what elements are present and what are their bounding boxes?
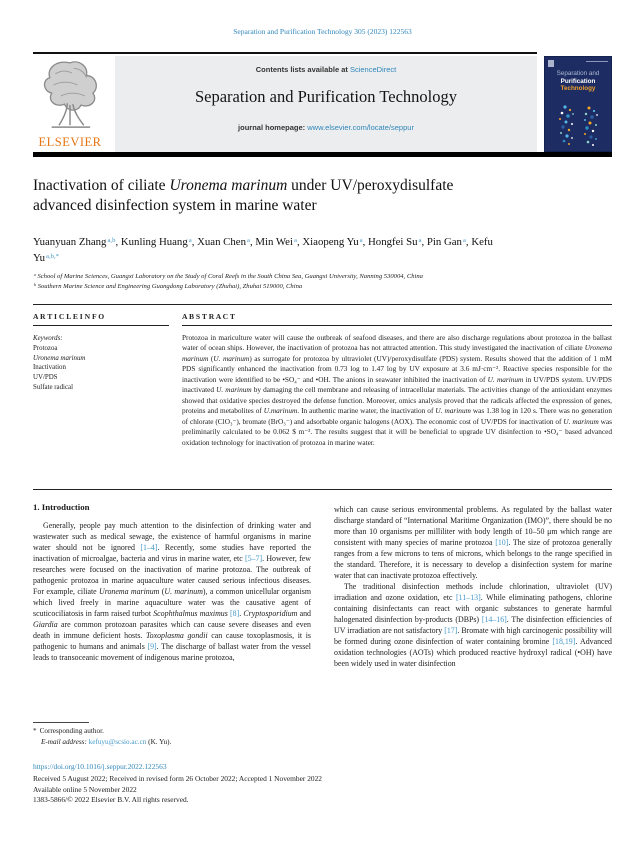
- section-heading-introduction: 1. Introduction: [33, 502, 90, 512]
- header-divider-bar: [33, 152, 612, 157]
- elsevier-logo[interactable]: [33, 56, 107, 152]
- intro-paragraph-2: The traditional disinfection methods include chlorination, ultraviolet (UV) irradiation and ozone oxidation, etc [11–13]. While eliminating pathogens, chlorine containing disinfectants can react with organic substances to generate harmful halogenated disinfection by-products (DBPs) [14–16]. The disinfection efficiencies of UV irradiation are not satisfactory [17]. Bromate with high carcinogenic possibility will be formed during ozone disinfection of water containing bromine [18,19]. Advanced oxidation technologies (AOTs) which produced reactive hydroxyl radical (•OH) have been widely used in water disinfection: [334, 582, 613, 668]
- footnote-rule: [33, 722, 89, 723]
- article-info-heading: A R T I C L E I N F O: [33, 312, 105, 321]
- journal-title: Separation and Purification Technology: [194, 87, 458, 106]
- cover-mini-logo-icon: [548, 60, 554, 67]
- journal-homepage-link[interactable]: www.elsevier.com/locate/seppur: [307, 123, 414, 132]
- journal-homepage-line: [115, 123, 537, 132]
- cover-title-line1: [545, 70, 611, 78]
- abstract-column: [182, 312, 612, 448]
- contents-list-line: [115, 65, 537, 74]
- elsevier-tree-icon: [33, 56, 107, 134]
- contents-prefix: Contents lists available at: [255, 65, 350, 74]
- intro-column-left: [33, 520, 311, 663]
- article-info-column: [33, 312, 169, 393]
- affiliations: [33, 272, 603, 291]
- available-online-line: Available online 5 November 2022: [33, 784, 137, 794]
- abstract-text: Protozoa in mariculture water will cause the outbreak of seafood diseases, and there are also discharge regulations about protozoa in the ballast water of ocean ships. However, the inactivation of protozoa has not attracted attention. This study investigated the inactivation of ciliate Uronema marinum (U. marinum) as surrogate for protozoa by ultraviolet (UV)/peroxydisulfate (PDS) system. Results showed that the addition of 1 mM PDS significantly enhanced the inactivation from 0.73 log to 1.47 log by UV exposure at 3.6 mJ·cm⁻². Reactive species responsible for the inactivation were identified to be •SO₄⁻ and •OH. The anions in seawater inhibited the inactivation of U. marinum in UV/PDS system. UV/PDS inactivated U. marinum by damaging the cell membrane and releasing of intracellular materials. The activities change of the antioxidant enzymes showed that oxidative species destroyed the defense function. Moreover, omics analysis proved that the radicals affected the expression of genes, proteins and metabolites of U.marinum. In authentic marine water, the inactivation of U. marinum was 1.38 log in 120 s. There was no generation of chlorate (ClO₃⁻), bromate (BrO₃⁻) and adsorbable organic halogens (AOX). The economic cost of UV/PDS for inactivation of U. marinum was preliminarily calculated to be 0.062 $ m⁻³. The results suggest that it will be beneficial to upgrade UV disinfection to •SO₄⁻ based advanced oxidation technology for inactivation of protozoa in marine water.: [182, 333, 612, 447]
- abstract-heading-rule: [182, 325, 612, 326]
- homepage-prefix: journal homepage:: [238, 123, 308, 132]
- cover-title-line2: Purification: [560, 77, 596, 85]
- cover-title-block: [545, 70, 611, 93]
- abstract-bottom-rule: [33, 489, 612, 490]
- journal-cover-thumbnail[interactable]: [544, 56, 612, 152]
- author-list: Yuanyuan Zhang$^{a,b}$, Kunling Huang$^a$, Xuan Chen$^a$, Min Wei$^a$, Xiaopeng Yu$^a$, Hongfei Su$^a$, Pin Gan$^a$, Kefu $Yu^{a,b,*}$: [33, 236, 493, 264]
- email-address[interactable]: E-mail address: kefuyu@scsio.ac.cn (K. Yu).: [41, 738, 172, 746]
- corresponding-author-text: Corresponding author.: [39, 727, 104, 735]
- cover-title-line3: Technology: [560, 85, 596, 92]
- intro-paragraph-1-left: Generally, people pay much attention to the disinfection of drinking water and wastewater such as medical sewage, the existence of harmful organisms in marine water should not be ignored [1–4]. Recently, some studies have reported the inactivation of microalgae, bacteria and virus in marine water, etc [5–7]. However, few researches were focused on the inactivation of marine protozoa. The outbreak of pathogenic protozoa in marine aquaculture water caused serious infectious diseases. For example, ciliate Uronema marinum (U. marinum), a common unicellular organism which lived freely in marine aquaculture water was the causative agent of scuticociliatosis in farm raised turbot Scophthalmus maximus [8]. Cryptosporidium and Giardia are common protozoan parasites which can cause severe diseases and even death in immune deficient hosts. Toxoplasma gondii can cause toxoplasmosis, it is pathogenic to humans and animals [9]. The discharge of ballast water from the vessel leads to transoceanic movement of indigenous marine protozoa,: [33, 521, 312, 662]
- cover-title-line1-and: and: [588, 70, 600, 77]
- sciencedirect-link[interactable]: ScienceDirect: [349, 65, 397, 74]
- article-info-heading-rule: [33, 325, 169, 326]
- corresponding-author-note: [33, 727, 104, 735]
- asterisk: *: [33, 727, 37, 735]
- issn-copyright-line: 1383-5866/© 2022 Elsevier B.V. All rights reserved.: [33, 795, 189, 804]
- header-top-rule: [33, 52, 537, 54]
- email-line: [41, 738, 171, 746]
- section-top-rule: [33, 304, 612, 305]
- affiliation-b: $^b$ Southern Marine Science and Engineering Guangdong Laboratory (Zhuhai), Zhuhai 519000, China: [34, 281, 303, 290]
- received-dates-line: Received 5 August 2022; Received in revised form 26 October 2022; Accepted 1 November 2022: [33, 774, 322, 783]
- cover-issn-line: [586, 61, 608, 62]
- cover-title-line1-main: Separation: [556, 70, 589, 77]
- keywords-list: Keywords: Protozoa Uronema marinum Inactivation UV/PDS Sulfate radical: [33, 335, 86, 391]
- affiliation-a: $^a$ School of Marine Sciences, Guangxi Laboratory on the Study of Coral Reefs in the South China Sea, Guangxi University, Nanning 530004, China: [34, 272, 423, 280]
- intro-paragraph-1-right: which can cause serious environmental problems. As regulated by the ballast water discharge standard of “International Maritime Organization (IMO)”, there should be no more than 10 organisms per milliliter with body length of 10–50 μm which range are consistent with many species of marine protozoa [10]. The size of protozoa generally ranges from a few microns to tens of microns, which belongs to the range specified in the standard. Therefore, it is necessary to develop a disinfection system for marine water that can inactivate protozoa effectively.: [334, 505, 612, 580]
- elsevier-wordmark: ELSEVIER: [38, 135, 102, 149]
- doi-link[interactable]: https://doi.org/10.1016/j.seppur.2022.122563: [33, 762, 167, 771]
- article-title: Inactivation of ciliate Uronema marinum under UV/peroxydisulfate advanced disinfection system in marine water: [33, 177, 454, 214]
- running-head-citation: Separation and Purification Technology 305 (2023) 122563: [233, 27, 412, 36]
- cover-particles-graphic: [545, 103, 612, 149]
- journal-header-box: [115, 56, 537, 152]
- intro-column-right: [334, 504, 612, 669]
- abstract-heading: A B S T R A C T: [182, 312, 235, 321]
